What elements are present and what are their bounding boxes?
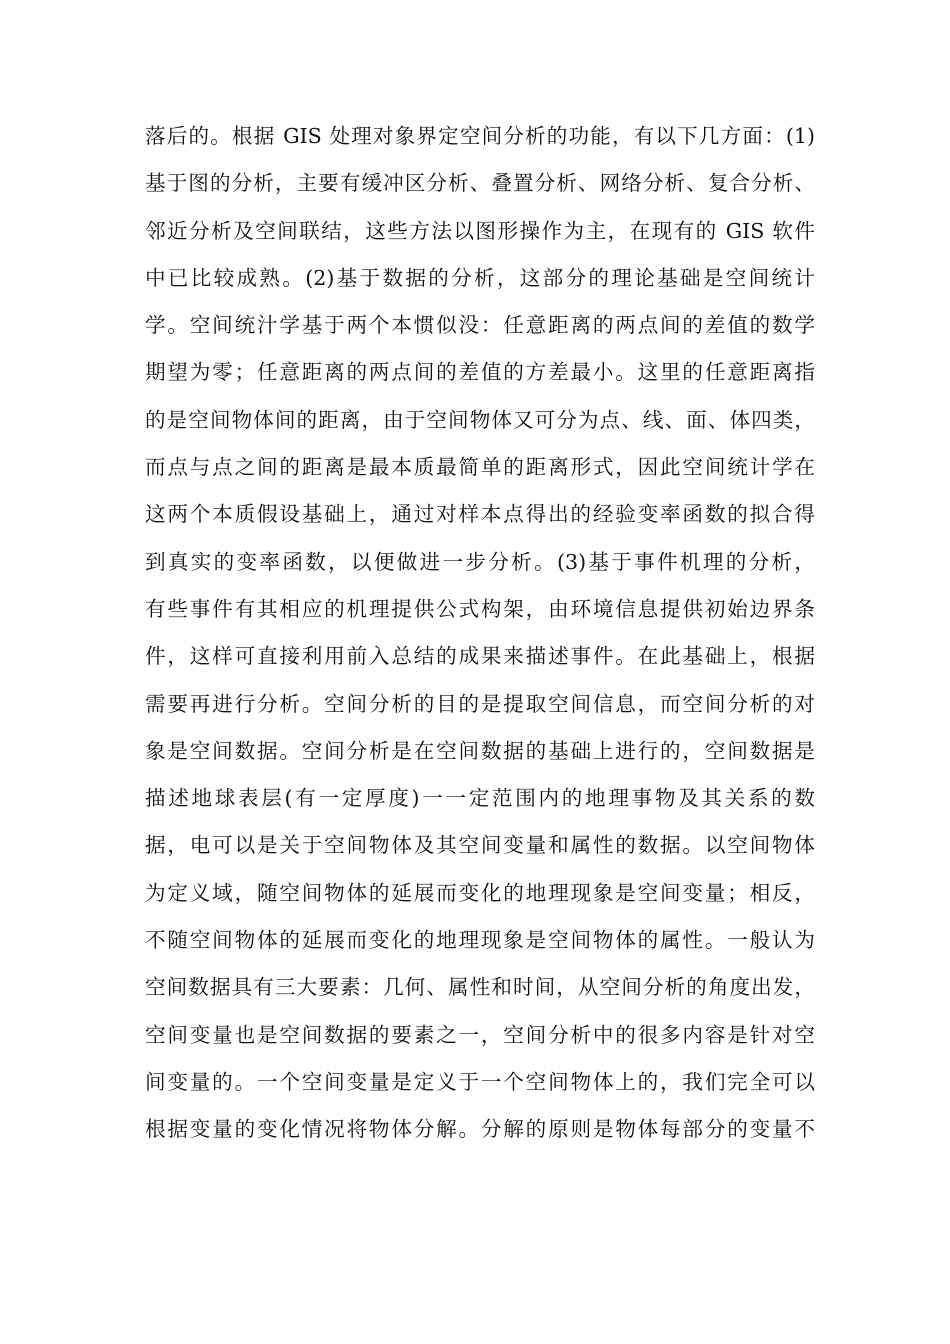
text-line: 需要再进行分析。空间分析的目的是提取空间信息，而空间分析的对 [145,691,815,716]
text-line: 邻近分析及空间联结，这些方法以图形操作为主，在现有的 GIS 软件 [145,218,815,243]
text-line: 件，这样可直接利用前入总结的成果来描述事件。在此基础上，根据 [145,644,815,669]
text-line: 而点与点之间的距离是最本质最简单的距离形式，因此空间统计学在 [145,455,815,480]
text-line: 描述地球表层(有一定厚度)一一定范围内的地理事物及其关系的数 [145,786,815,811]
text-line: 空间数据具有三大要素：几何、属性和时间，从空间分析的角度出发， [145,975,815,1000]
text-line: 中已比较成熟。(2)基于数据的分析，这部分的理论基础是空间统计 [145,265,815,290]
text-line: 据，电可以是关于空间物体及其空间变量和属性的数据。以空间物体 [145,833,815,858]
text-line: 期望为零；任意距离的两点间的差值的方差最小。这里的任意距离指 [145,360,815,385]
text-line: 象是空间数据。空间分析是在空间数据的基础上进行的，空间数据是 [145,738,815,763]
text-line: 到真实的变率函数，以便做进一步分析。(3)基于事件机理的分析， [145,549,815,574]
text-line: 这两个本质假设基础上，通过对样本点得出的经验变率函数的拟合得 [145,502,815,527]
text-line: 基于图的分析，主要有缓冲区分析、叠置分析、网络分析、复合分析、 [145,171,815,196]
body-text [145,118,815,1159]
text-line: 间变量的。一个空间变量是定义于一个空间物体上的，我们完全可以 [145,1069,815,1094]
text-line: 为定义域，随空间物体的延展而变化的地理现象是空间变量；相反， [145,880,815,905]
text-line: 根据变量的变化情况将物体分解。分解的原则是物体每部分的变量不 [145,1117,815,1142]
text-line: 的是空间物体间的距离，由于空间物体又可分为点、线、面、体四类， [145,407,815,432]
text-line: 落后的。根据 GIS 处理对象界定空间分析的功能，有以下几方面：(1) [145,124,815,148]
text-line: 有些事件有其相应的机理提供公式构架，由环境信息提供初始边界条 [145,596,815,621]
text-line: 空间变量也是空间数据的要素之一，空间分析中的很多内容是针对空 [145,1022,815,1047]
text-line: 学。空间统汁学基于两个本惯似没：任意距离的两点间的差值的数学 [145,313,815,338]
text-line: 不随空间物体的延展而变化的地理现象是空间物体的属性。一般认为 [145,928,815,953]
